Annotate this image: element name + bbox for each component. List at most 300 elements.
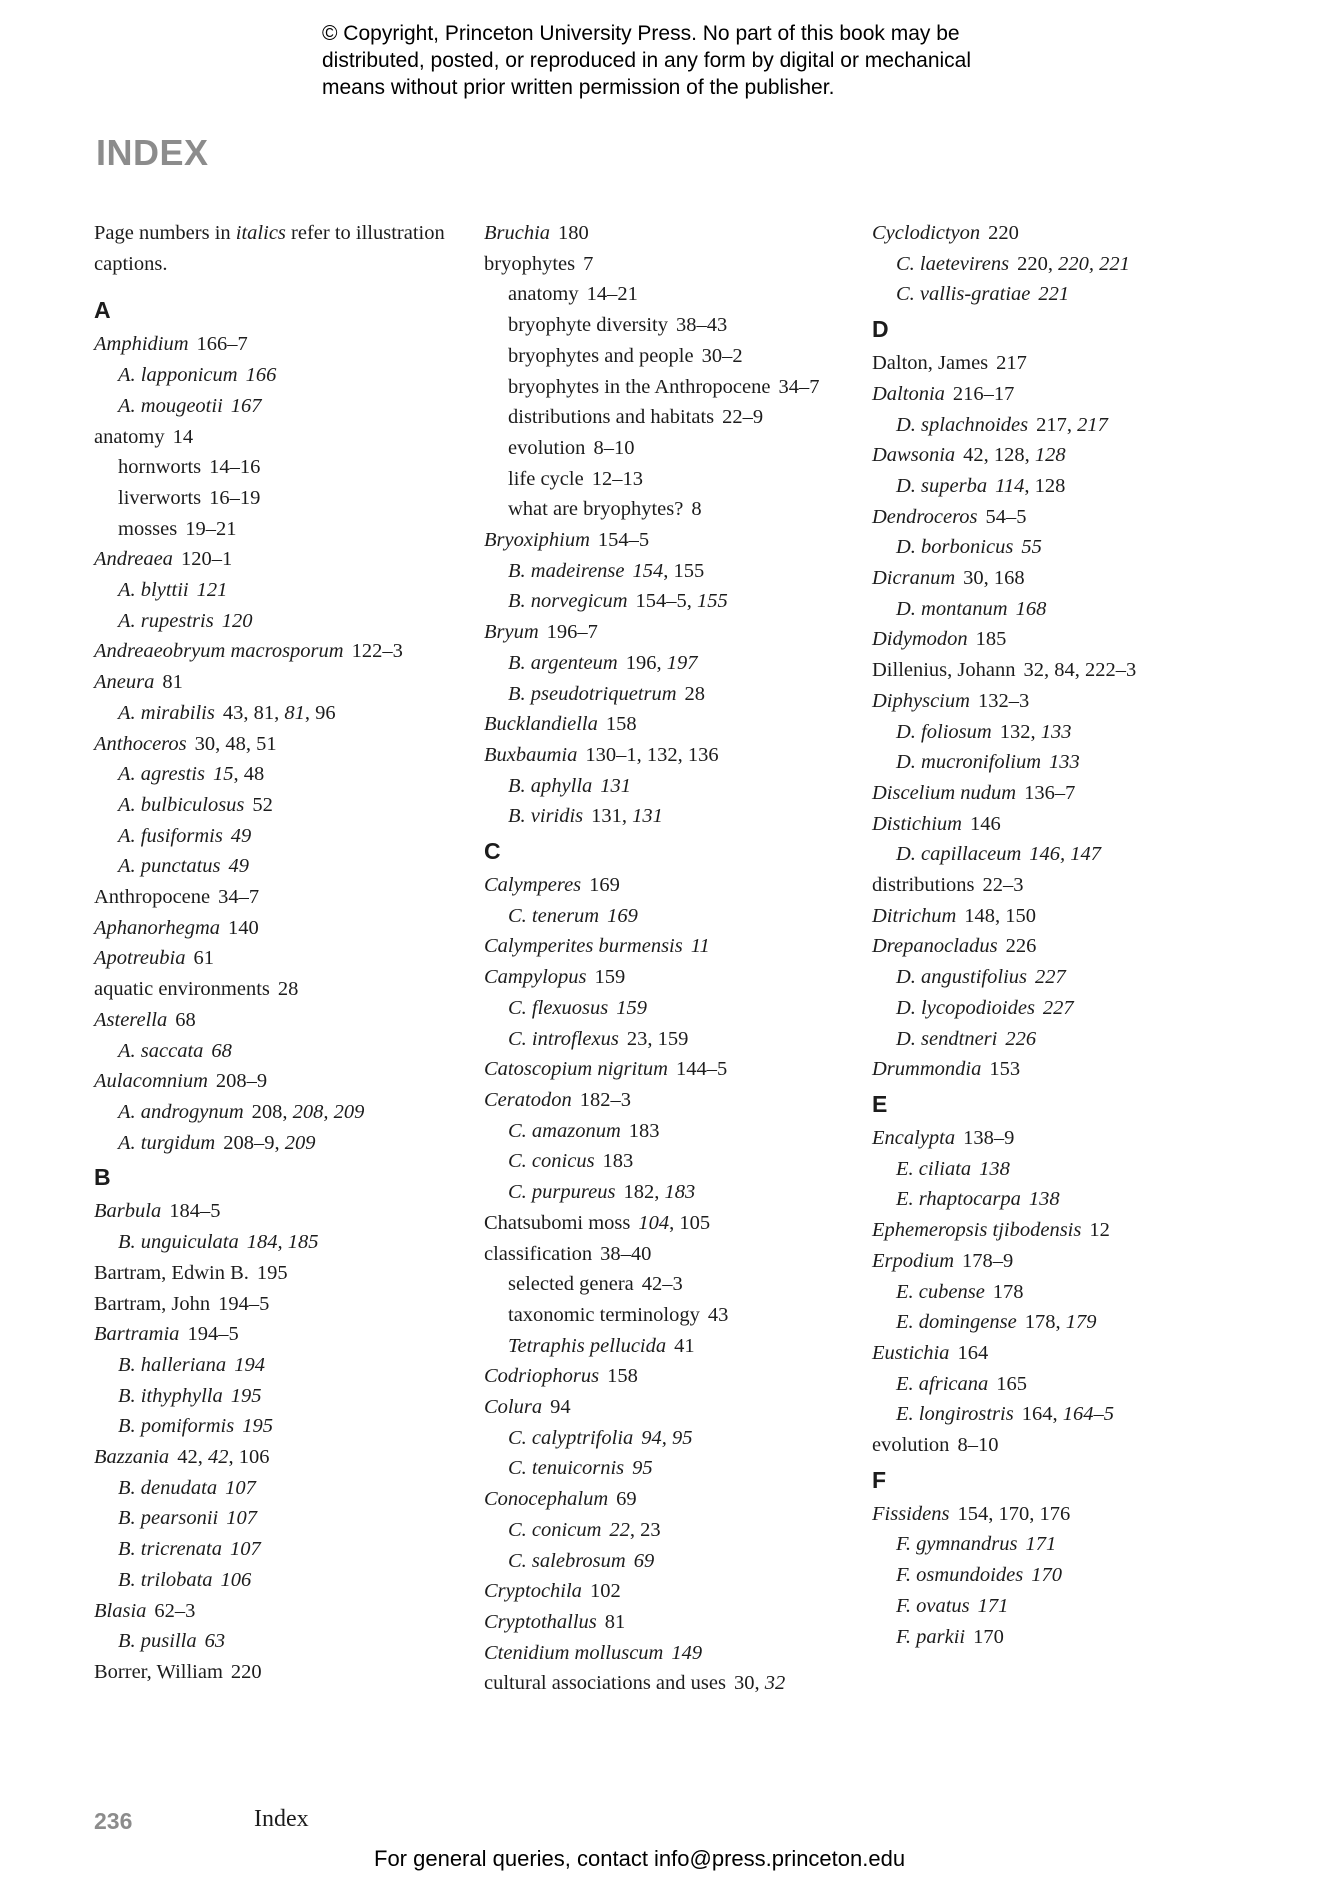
entry-term: F. osmundoides (896, 1564, 1024, 1587)
page-ref: 95 (632, 1457, 653, 1480)
index-subentry (484, 801, 854, 832)
entry-pages (242, 1415, 273, 1437)
index-subentry (94, 452, 464, 483)
page-ref-italic: 94, 95 (641, 1426, 693, 1449)
entry-term: A. mirabilis (118, 701, 215, 724)
page-ref: 69 (633, 1549, 655, 1572)
entry-term: Anthoceros (94, 732, 187, 755)
page-ref: 171 (1025, 1533, 1057, 1556)
page-ref: 81 (162, 671, 183, 694)
entry-pages (1038, 283, 1069, 305)
entry-term: D. lycopodioides (896, 996, 1035, 1019)
entry-term: Barbula (94, 1200, 162, 1223)
entry-term: D. montanum (896, 597, 1008, 620)
page-ref: 195 (242, 1415, 273, 1438)
page-ref-italic: 209 (284, 1131, 316, 1154)
index-entry (484, 709, 854, 740)
index-subentry (872, 279, 1242, 310)
page-ref: 180 (558, 222, 589, 244)
page-ref: 52 (252, 793, 273, 816)
entry-pages (605, 1611, 626, 1633)
page-ref: 12 (1089, 1219, 1110, 1242)
index-entry (484, 870, 854, 901)
index-subentry (872, 532, 1242, 563)
entry-pages (252, 794, 273, 816)
entry-term: B. tricrenata (118, 1538, 223, 1561)
entry-pages (607, 905, 638, 927)
entry-term: Amphidium (94, 333, 189, 356)
entry-pages (193, 947, 214, 969)
page-ref: 8 (691, 498, 702, 521)
entry-pages (589, 874, 620, 896)
entry-term: C. flexuosus (508, 996, 609, 1019)
index-subentry (94, 1227, 464, 1258)
entry-term: Aphanorhegma (94, 916, 221, 939)
page-ref: 220 (988, 222, 1019, 244)
entry-pages (181, 548, 232, 570)
page-ref: 132, (999, 720, 1041, 743)
page-number: 236 (94, 1808, 133, 1834)
page-ref: 131, (591, 805, 633, 828)
page-ref: 32, 84, 222–3 (1023, 659, 1137, 682)
entry-pages (970, 813, 1001, 835)
index-subentry (94, 1381, 464, 1412)
index-subentry (94, 1503, 464, 1534)
page-ref: 227 (1035, 966, 1066, 989)
entry-pages (983, 874, 1024, 896)
page-ref: 165 (996, 1372, 1027, 1395)
entry-term: Cyclodictyon (872, 222, 981, 244)
entry-term: Fissidens (872, 1502, 950, 1525)
page-ref: , 23 (629, 1518, 661, 1541)
page-ref-italic: 220, 221 (1058, 252, 1130, 275)
page-ref-italic: 164–5 (1062, 1403, 1114, 1426)
index-entry (872, 1430, 1242, 1461)
index-subentry (872, 1307, 1242, 1338)
page-ref: 121 (196, 579, 228, 602)
index-subentry (872, 594, 1242, 625)
index-subentry (484, 1331, 854, 1362)
index-subentry (484, 310, 854, 341)
index-subentry (872, 1622, 1242, 1653)
index-column-2 (484, 218, 854, 1699)
entry-term: Bryoxiphium (484, 529, 590, 552)
entry-term: F. parkii (896, 1625, 966, 1648)
entry-pages (185, 518, 236, 540)
entry-pages (231, 395, 262, 417)
page-ref: 148, 150 (964, 904, 1037, 927)
entry-pages (231, 1385, 262, 1407)
index-entry (484, 1054, 854, 1085)
page-ref-italic: 183 (664, 1181, 696, 1204)
entry-pages (592, 468, 643, 490)
page-ref-italic: 217 (1077, 413, 1108, 436)
page-ref: 227 (1042, 996, 1074, 1019)
page-ref: , 155 (663, 559, 705, 582)
entry-pages (1005, 1028, 1036, 1050)
page-ref-italic: 184, 185 (246, 1231, 319, 1254)
entry-pages (996, 1373, 1027, 1395)
entry-term: Buxbaumia (484, 743, 578, 766)
page-ref: 62–3 (154, 1599, 196, 1622)
index-subentry (484, 901, 854, 932)
entry-term: A. saccata (118, 1039, 204, 1062)
entry-term: Andreaeobryum macrosporum (94, 640, 344, 663)
index-intro (94, 218, 464, 279)
entry-term: Aneura (94, 671, 155, 694)
index-subentry (872, 962, 1242, 993)
page-ref: 107 (225, 1476, 256, 1499)
entry-term: C. purpureus (508, 1181, 616, 1204)
entry-pages (209, 487, 260, 509)
entry-term: C. calyptrifolia (508, 1426, 634, 1449)
entry-pages (177, 1446, 269, 1468)
index-subentry (484, 1515, 854, 1546)
entry-pages (226, 1507, 257, 1529)
entry-pages (585, 744, 718, 766)
entry-pages (175, 1009, 196, 1031)
page-ref: 30, (733, 1672, 765, 1695)
page-ref: 169 (589, 874, 620, 897)
letter-heading: B (94, 1164, 111, 1191)
entry-pages (973, 1626, 1004, 1648)
page-ref-italic: 114 (995, 474, 1025, 497)
page-title: INDEX (96, 132, 209, 173)
entry-pages (246, 364, 277, 386)
entry-term: D. borbonicus (896, 536, 1014, 559)
entry-term: A. androgynum (118, 1100, 244, 1123)
index-entry (94, 974, 464, 1005)
entry-pages (195, 733, 277, 755)
index-entry (484, 249, 854, 280)
index-entry (94, 913, 464, 944)
letter-heading: A (94, 297, 111, 324)
entry-pages (963, 1127, 1014, 1149)
page-ref: 159 (616, 996, 647, 1019)
entry-term: distributions (872, 874, 975, 897)
page-ref: 178–9 (962, 1249, 1014, 1272)
letter-heading: F (872, 1466, 887, 1493)
entry-pages (623, 1181, 695, 1203)
page-ref: 69 (616, 1488, 637, 1511)
entry-term: Colura (484, 1396, 543, 1419)
page-ref-italic: 81 (284, 701, 305, 724)
page-ref: 208, (251, 1100, 293, 1123)
page-ref: 169 (607, 904, 638, 927)
index-entry (94, 1319, 464, 1350)
entry-term: D. splachnoides (896, 413, 1029, 436)
entry-term: Catoscopium nigritum (484, 1058, 668, 1081)
entry-term: Discelium nudum (872, 781, 1017, 804)
index-entry (872, 655, 1242, 686)
entry-term: C. laetevirens (896, 252, 1010, 275)
index-subentry (484, 1146, 854, 1177)
page-ref: 153 (989, 1058, 1021, 1081)
entry-term: Erpodium (872, 1249, 954, 1272)
index-subentry (94, 821, 464, 852)
entry-pages (634, 1550, 655, 1572)
entry-term: Calymperites burmensis (484, 935, 683, 958)
index-entry (872, 218, 1242, 249)
letter-heading: C (484, 838, 501, 865)
entry-term: D. angustifolius (896, 966, 1027, 989)
entry-term: D. foliosum (896, 720, 992, 743)
entry-term: B. trilobata (118, 1568, 213, 1591)
index-entry (94, 1657, 464, 1688)
page-ref: 154, 170, 176 (957, 1502, 1071, 1525)
index-subentry (94, 360, 464, 391)
entry-term: C. amazonum (508, 1119, 621, 1142)
index-entry (94, 636, 464, 667)
page-ref-italic: 146, 147 (1029, 843, 1101, 866)
page-ref: 16–19 (209, 486, 261, 509)
entry-pages (216, 1070, 267, 1092)
entry-term: Campylopus (484, 966, 587, 989)
entry-pages (1031, 1564, 1062, 1586)
entry-term: A. rupestris (118, 609, 214, 632)
index-subentry (872, 717, 1242, 748)
page-ref: 28 (684, 682, 706, 705)
entry-pages (211, 1040, 232, 1062)
index-subentry (484, 993, 854, 1024)
entry-pages (187, 1323, 238, 1345)
index-subentry (484, 341, 854, 372)
entry-term: Aulacomnium (94, 1070, 208, 1093)
index-entry (484, 1361, 854, 1392)
copyright-line: distributed, posted, or reproduced in any form by digital or mechanical (322, 49, 972, 72)
page-ref: 136–7 (1024, 781, 1076, 804)
page-ref: 43 (707, 1303, 729, 1326)
entry-term: D. superba (896, 474, 988, 497)
entry-pages (223, 702, 336, 724)
page-ref-italic: 154 (632, 559, 664, 582)
entry-term: Cryptothallus (484, 1610, 597, 1633)
entry-pages (1000, 721, 1072, 743)
entry-term: Anthropocene (94, 886, 211, 909)
entry-term: what are bryophytes? (508, 498, 684, 521)
entry-term: Drepanocladus (872, 935, 998, 958)
entry-pages (962, 1250, 1013, 1272)
index-entry (484, 1239, 854, 1270)
entry-pages (1024, 659, 1137, 681)
index-subentry (94, 483, 464, 514)
page-ref: 122–3 (351, 640, 403, 663)
index-entry (94, 1066, 464, 1097)
page-ref: 194 (234, 1353, 265, 1376)
contact-note: For general queries, contact info@press.princeton.edu (374, 1846, 906, 1871)
index-entry (484, 1668, 854, 1699)
index-entry (484, 962, 854, 993)
entry-pages (1026, 1533, 1057, 1555)
entry-pages (600, 775, 631, 797)
page-ref: 226 (1005, 935, 1037, 958)
entry-pages (671, 1642, 702, 1664)
index-subentry (872, 471, 1242, 502)
entry-pages (169, 1200, 220, 1222)
page-ref: 42, (177, 1446, 208, 1469)
index-subentry (872, 1277, 1242, 1308)
entry-term: Conocephalum (484, 1488, 609, 1511)
entry-term: C. conicus (508, 1150, 595, 1173)
page-ref: 166 (245, 364, 277, 387)
page-ref: 107 (226, 1507, 257, 1530)
page-ref: 22–3 (982, 874, 1024, 897)
page-ref-italic: 197 (666, 651, 698, 674)
index-entry (872, 1123, 1242, 1154)
page-ref: 178 (992, 1280, 1024, 1303)
entry-pages (642, 1273, 683, 1295)
page-ref-italic: 104 (638, 1211, 670, 1234)
page-ref: 120–1 (180, 548, 233, 571)
index-subentry (484, 556, 854, 587)
entry-pages (1022, 1403, 1114, 1425)
index-entry (872, 440, 1242, 471)
index-entry (872, 686, 1242, 717)
index-subentry (484, 771, 854, 802)
index-subentry (94, 1473, 464, 1504)
index-subentry (484, 1453, 854, 1484)
entry-pages (626, 652, 698, 674)
index-subentry (94, 606, 464, 637)
page-ref: 23, 159 (626, 1027, 689, 1050)
page-ref: 133 (1049, 751, 1080, 774)
page-ref: 131 (600, 774, 632, 797)
entry-term: B. ithyphylla (118, 1384, 223, 1407)
entry-pages (1043, 997, 1074, 1019)
entry-term: E. rhaptocarpa (896, 1188, 1021, 1211)
index-subentry (872, 1369, 1242, 1400)
entry-pages (221, 1569, 252, 1591)
entry-term: Chatsubomi moss (484, 1211, 631, 1234)
index-subentry (484, 1546, 854, 1577)
entry-pages (963, 444, 1066, 466)
page-ref-italic: 131 (632, 805, 663, 828)
page-ref: , 96 (304, 701, 336, 724)
entry-pages (1016, 598, 1047, 620)
entry-pages (547, 621, 598, 643)
entry-term: Dawsonia (872, 444, 956, 467)
page-ref: 30, 168 (963, 567, 1025, 590)
page-ref: 167 (230, 394, 262, 417)
index-entry (872, 1338, 1242, 1369)
page-ref: 61 (193, 947, 214, 970)
entry-term: C. tenuicornis (508, 1457, 625, 1480)
entry-pages (988, 222, 1019, 244)
page-ref: 28 (277, 978, 299, 1001)
index-subentry (484, 679, 854, 710)
entry-term: B. unguiculata (118, 1231, 239, 1254)
page-ref: 120 (221, 609, 253, 632)
index-entry (872, 778, 1242, 809)
page-ref: 178, (1024, 1311, 1066, 1334)
index-subentry (94, 759, 464, 790)
entry-term: Ditrichum (872, 904, 957, 927)
entry-term: B. norvegicum (508, 590, 628, 613)
entry-pages (205, 1630, 226, 1652)
page-ref: 19–21 (185, 517, 237, 540)
entry-term: Andreaea (94, 548, 173, 571)
entry-pages (247, 1231, 319, 1253)
index-subentry (94, 851, 464, 882)
entry-term: taxonomic terminology (508, 1303, 700, 1326)
entry-pages (609, 1519, 660, 1541)
entry-pages (234, 1354, 265, 1376)
entry-pages (197, 579, 228, 601)
page-ref: 217 (996, 352, 1027, 375)
entry-pages (964, 905, 1036, 927)
entry-term: Calymperes (484, 874, 582, 897)
entry-term: B. viridis (508, 805, 584, 828)
entry-term: bryophytes in the Anthropocene (508, 375, 771, 398)
index-subentry (484, 586, 854, 617)
page-ref: 14–21 (586, 283, 638, 306)
entry-term: A. mougeotii (118, 394, 223, 417)
entry-term: Bartramia (94, 1323, 180, 1346)
entry-pages (636, 590, 728, 612)
page-ref-italic: 128 (1034, 444, 1066, 467)
entry-pages (598, 529, 649, 551)
index-subentry (94, 698, 464, 729)
index-subentry (484, 1269, 854, 1300)
entry-pages (1036, 414, 1108, 436)
index-entry (94, 729, 464, 760)
index-entry (484, 1576, 854, 1607)
entry-term: E. domingense (896, 1311, 1017, 1334)
entry-pages (222, 610, 253, 632)
page-ref-italic: 155 (697, 590, 728, 613)
entry-term: classification (484, 1242, 593, 1265)
entry-pages (218, 886, 259, 908)
index-entry (484, 1085, 854, 1116)
entry-pages (278, 978, 299, 1000)
page-ref: 30–2 (701, 344, 743, 367)
entry-pages (676, 314, 727, 336)
index-entry (484, 740, 854, 771)
page-ref: 38–40 (600, 1242, 652, 1265)
entry-term: Dendroceros (872, 505, 978, 528)
index-entry (94, 544, 464, 575)
entry-term: cultural associations and uses (484, 1672, 726, 1695)
entry-term: C. salebrosum (508, 1549, 626, 1572)
entry-term: E. africana (896, 1372, 989, 1395)
index-subentry (94, 1534, 464, 1565)
entry-term: anatomy (508, 283, 579, 306)
page-ref: 194–5 (187, 1323, 239, 1346)
intro-italic-word: italics (235, 222, 286, 244)
entry-pages (593, 437, 634, 459)
page-ref: 208–9, (223, 1131, 285, 1154)
entry-term: B. aphylla (508, 774, 593, 797)
index-subentry (94, 1097, 464, 1128)
page-ref: 194–5 (218, 1292, 270, 1315)
entry-pages (627, 1028, 689, 1050)
index-entry (872, 931, 1242, 962)
page-ref: 164 (957, 1341, 989, 1364)
entry-pages (957, 1434, 998, 1456)
entry-pages (1089, 1219, 1110, 1241)
entry-pages (252, 1101, 365, 1123)
entry-pages (197, 333, 248, 355)
entry-pages (734, 1672, 785, 1694)
page-ref: 154–5, (635, 590, 698, 613)
page-ref: 102 (589, 1580, 621, 1603)
page-ref: 149 (671, 1641, 703, 1664)
index-entry (872, 1499, 1242, 1530)
page-ref: 195 (230, 1384, 262, 1407)
page-ref: 22–9 (722, 406, 764, 429)
page-ref: 159 (594, 966, 626, 989)
entry-term: D. capillaceum (896, 843, 1022, 866)
